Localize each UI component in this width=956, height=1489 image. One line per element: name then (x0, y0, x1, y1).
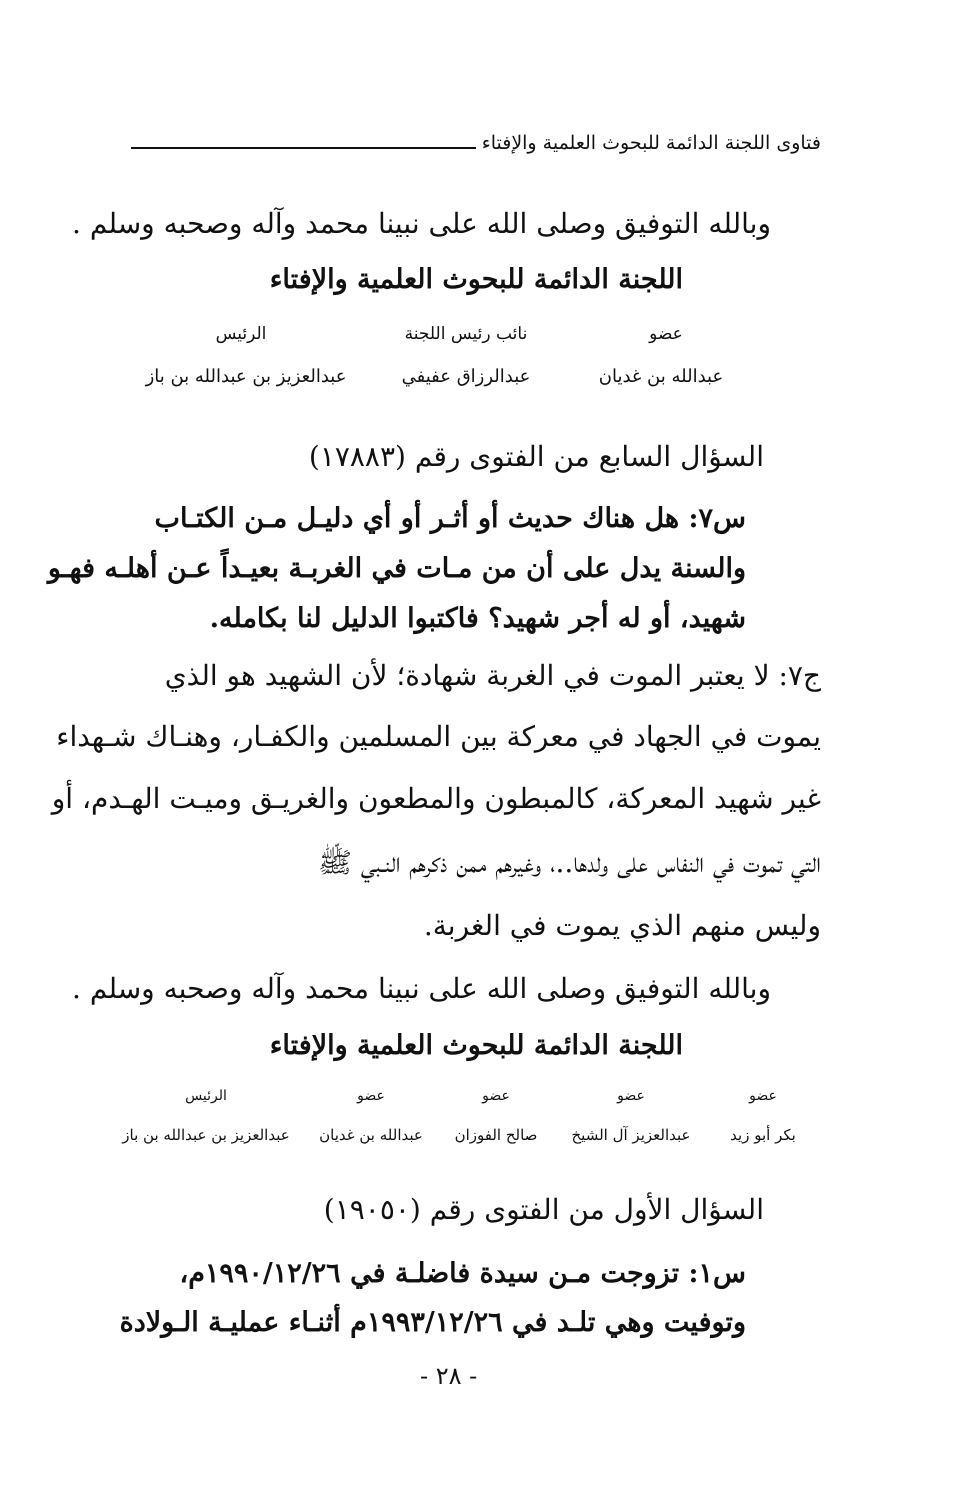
signatory-name: عبدالرزاق عفيفي (401, 366, 531, 387)
question-line: شهيد، أو له أجر شهيد؟ فاكتبوا الدليل لنا بكامله. (209, 603, 746, 634)
signatory-member-name (581, 366, 741, 387)
question-line: والسنة يدل على أن من مـات في الغربـة بعيـداً عـن أهلـه فهـو (47, 553, 746, 584)
signatory-name: عبدالعزيز آل الشيخ (571, 1126, 691, 1144)
signatory-role: عضو (617, 1088, 645, 1104)
running-header-title: فتاوى اللجنة الدائمة للبحوث العلمية والإفتاء (481, 132, 821, 154)
signatory-member (441, 1088, 551, 1104)
signatory-role: عضو (482, 1088, 510, 1104)
signatory-role: نائب رئيس اللجنة (404, 324, 528, 344)
signatory-role: الرئيس (185, 1088, 227, 1104)
signatory-member-name (556, 1126, 706, 1144)
answer-line: التي تموت في النفاس على ولدها..، وغيرهم ممن ذكرهم النـبي ﷺ (318, 846, 821, 879)
fatwa-heading-1: السؤال السابع من الفتوى رقم (١٧٨٨٣) (308, 440, 764, 473)
committee-title-2: اللجنة الدائمة للبحوث العلمية والإفتاء (269, 1030, 683, 1061)
signatory-role: عضو (749, 1088, 777, 1104)
signatory-chairman (111, 1088, 301, 1104)
signatory-member-name (441, 1126, 551, 1144)
signatory-name: عبدالله بن غديان (598, 366, 724, 387)
signatory-member (306, 1088, 436, 1104)
answer-line: غير شهيد المعركة، كالمبطون والمطعون والغريـق وميـت الهـدم، أو (51, 782, 821, 815)
question-line: س٧: هل هناك حديث أو أثـر أو أي دليـل مـن الكتـاب (154, 503, 746, 534)
signatory-role: الرئيس (215, 324, 267, 344)
fatwa-heading-2: السؤال الأول من الفتوى رقم (١٩٠٥٠) (323, 1193, 764, 1226)
signatory-name: عبدالعزيز بن عبدالله بن باز (122, 1126, 290, 1144)
running-header (131, 132, 821, 154)
signatory-chairman (126, 324, 356, 344)
signatory-name: صالح الفوزان (454, 1126, 538, 1144)
signatory-role: عضو (649, 324, 683, 344)
committee-title-1: اللجنة الدائمة للبحوث العلمية والإفتاء (269, 264, 683, 295)
closing-line-2: وبالله التوفيق وصلى الله على نبينا محمد وآله وصحبه وسلم . (72, 972, 771, 1005)
signatory-member (556, 1088, 706, 1104)
signatory-member (586, 324, 746, 344)
question-line: س١: تزوجت مـن سيدة فاضلـة في ١٩٩٠/١٢/٢٦م، (179, 1258, 746, 1289)
page-number: - ٢٨ - (420, 1362, 478, 1390)
answer-line: ج٧: لا يعتبر الموت في الغربة شهادة؛ لأن الشهيد هو الذي (164, 659, 821, 692)
signatory-chairman-name (126, 366, 366, 387)
header-rule (131, 147, 476, 149)
signatory-member-name (708, 1126, 818, 1144)
signatory-name: عبدالله بن غديان (319, 1126, 423, 1144)
signatory-name: عبدالعزيز بن عبدالله بن باز (145, 366, 347, 387)
signatory-chairman-name (106, 1126, 306, 1144)
question-line: وتوفيت وهي تلـد في ١٩٩٣/١٢/٢٦م أثنـاء عمليـة الـولادة (119, 1307, 746, 1338)
answer-line: وليس منهم الذي يموت في الغربة. (423, 909, 821, 942)
signatory-vice-chair-name (371, 366, 561, 387)
signatory-vice-chair (371, 324, 561, 344)
signatory-name: بكر أبو زيد (730, 1126, 796, 1144)
signatory-member (708, 1088, 818, 1104)
signatory-role: عضو (357, 1088, 385, 1104)
signatory-member-name (306, 1126, 436, 1144)
closing-line-1: وبالله التوفيق وصلى الله على نبينا محمد وآله وصحبه وسلم . (72, 207, 771, 240)
answer-line: يموت في الجهاد في معركة بين المسلمين والكفـار، وهنـاك شـهداء (56, 720, 821, 753)
